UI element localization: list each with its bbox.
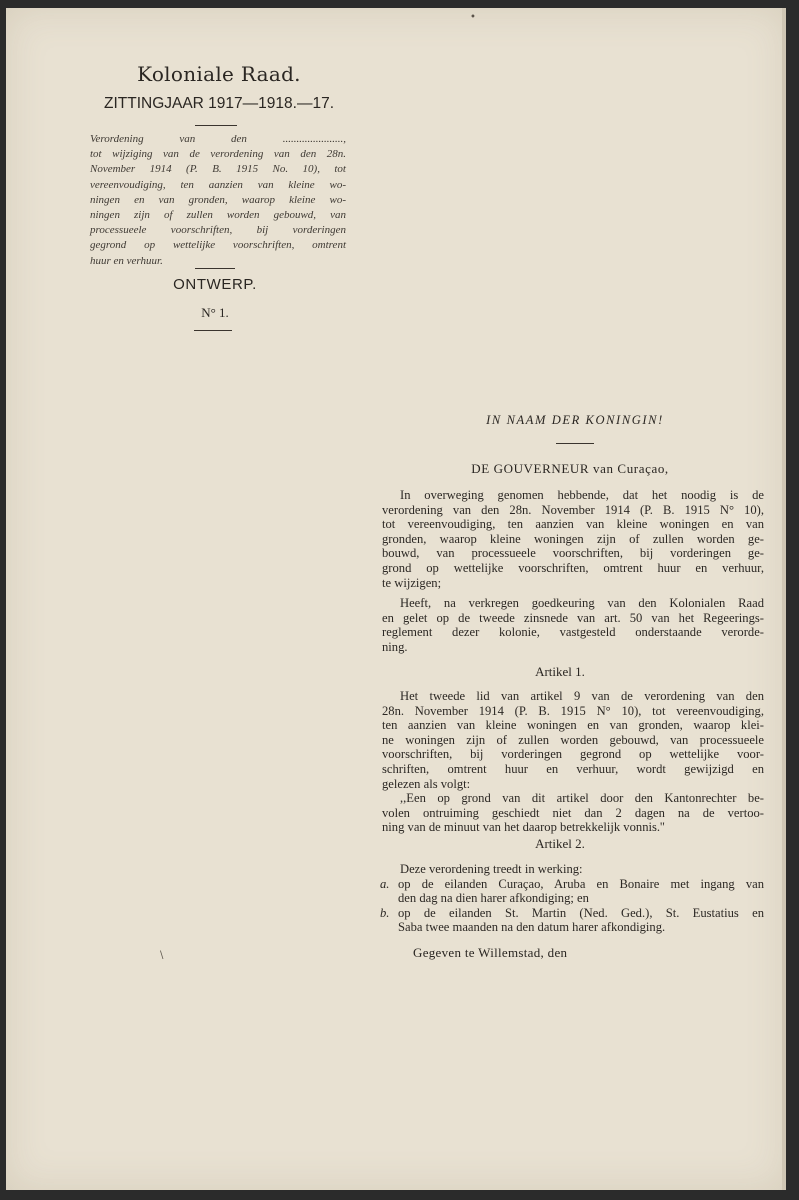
summary-line: ningen zijn of zullen worden gebouwd, van	[90, 209, 346, 222]
text-line: voorschriften, bij vorderingen gegrond op wettelijke voor-	[382, 747, 764, 762]
text-line: den dag na dien harer afkondiging; en	[398, 891, 589, 906]
text-line: op de eilanden St. Martin (Ned. Ged.), St. Eustatius en	[398, 905, 764, 920]
text-line: Deze verordening treedt in werking:	[400, 862, 583, 876]
item-label: b.	[380, 905, 390, 920]
council-title: Koloniale Raad.	[137, 62, 301, 86]
speck: \	[160, 950, 164, 961]
text-line: tot vereenvoudiging, ten aanzien van kleine woningen en van	[382, 517, 764, 532]
text-line: gelezen als volgt:	[382, 776, 471, 791]
text-line: Saba twee maanden na den datum harer afkondiging.	[398, 920, 666, 935]
article-2-text	[382, 862, 764, 935]
divider	[195, 125, 237, 126]
text-line: te wijzigen;	[382, 575, 442, 590]
text-line: ning.	[382, 639, 408, 654]
item-label: a.	[380, 876, 390, 891]
article-2-heading: Artikel 2.	[535, 836, 585, 851]
text-line: op de eilanden Curaçao, Aruba en Bonaire met ingang van	[398, 876, 764, 891]
text-line: reglement dezer kolonie, vastgesteld onderstaande verorde-	[382, 625, 764, 640]
article-1-heading: Artikel 1.	[535, 664, 585, 679]
divider	[195, 268, 235, 269]
summary-line: huur en verhuur.	[90, 254, 163, 267]
page-edge	[782, 8, 786, 1190]
list-item	[382, 906, 764, 935]
text-line: grond op wettelijke voorschriften, omtrent huur en verhuur,	[382, 560, 764, 575]
summary-line: tot wijziging van de verordening van den 28n.	[90, 148, 346, 161]
text-line: en gelet op de tweede zinsnede van art. 50 van het Regeerings-	[382, 610, 764, 625]
text-line: ten aanzien van kleine woningen en van gronden, waarop klei-	[382, 718, 764, 733]
divider	[194, 330, 232, 331]
signature-line: Gegeven te Willemstad, den	[413, 945, 568, 960]
summary-line: gegrond op wettelijke voorschriften, omtrent	[90, 239, 346, 252]
text-line: verordening van den 28n. November 1914 (P. B. 1915 N° 10),	[382, 502, 764, 517]
text-line: ne woningen zijn of zullen worden gebouwd, van processueele	[382, 732, 764, 747]
text-line: gronden, waarop kleine woningen zijn of zullen worden ge-	[382, 531, 764, 546]
governor-line: DE GOUVERNEUR van Curaçao,	[471, 461, 669, 476]
text-line: ,,Een op grond van dit artikel door den Kantonrechter be-	[400, 791, 764, 806]
session-year: ZITTINGJAAR 1917—1918.—17.	[103, 95, 334, 112]
considering-paragraph	[382, 488, 764, 590]
royal-heading: IN NAAM DER KONINGIN!	[486, 413, 664, 427]
summary-line: Verordening van den ......................,	[90, 133, 346, 145]
article-1-text	[382, 689, 764, 835]
speck: •	[470, 12, 476, 23]
draft-label: ONTWERP.	[173, 276, 257, 293]
summary-line: vereenvoudiging, ten aanzien van kleine wo-	[90, 178, 346, 191]
divider	[556, 443, 594, 444]
ordinance-summary	[90, 132, 346, 269]
summary-line: November 1914 (P. B. 1915 No. 10), tot	[90, 163, 346, 176]
text-line: Heeft, na verkregen goedkeuring van den Kolonialen Raad	[400, 596, 764, 610]
text-line: Het tweede lid van artikel 9 van de verordening van den	[400, 689, 764, 703]
text-line: ning van de minuut van het daarop betrekkelijk vonnis.''	[382, 820, 665, 835]
summary-line: ningen en van gronden, waarop kleine wo-	[90, 193, 346, 206]
text-line: schriften, omtrent huur en verhuur, wordt gewijzigd en	[382, 761, 764, 776]
text-line: In overweging genomen hebbende, dat het noodig is de	[400, 488, 764, 502]
draft-number: N° 1.	[201, 305, 229, 320]
text-line: bouwd, van processueele voorschriften, bij vorderingen ge-	[382, 546, 764, 561]
list-item	[382, 877, 764, 906]
enactment-paragraph	[382, 596, 764, 654]
summary-line: processueele voorschriften, bij vorderingen	[90, 224, 346, 237]
text-line: volen ontruiming geschiedt niet dan 2 dagen na de vertoo-	[382, 805, 764, 820]
text-line: 28n. November 1914 (P. B. 1915 N° 10), tot vereenvoudiging,	[382, 703, 764, 718]
